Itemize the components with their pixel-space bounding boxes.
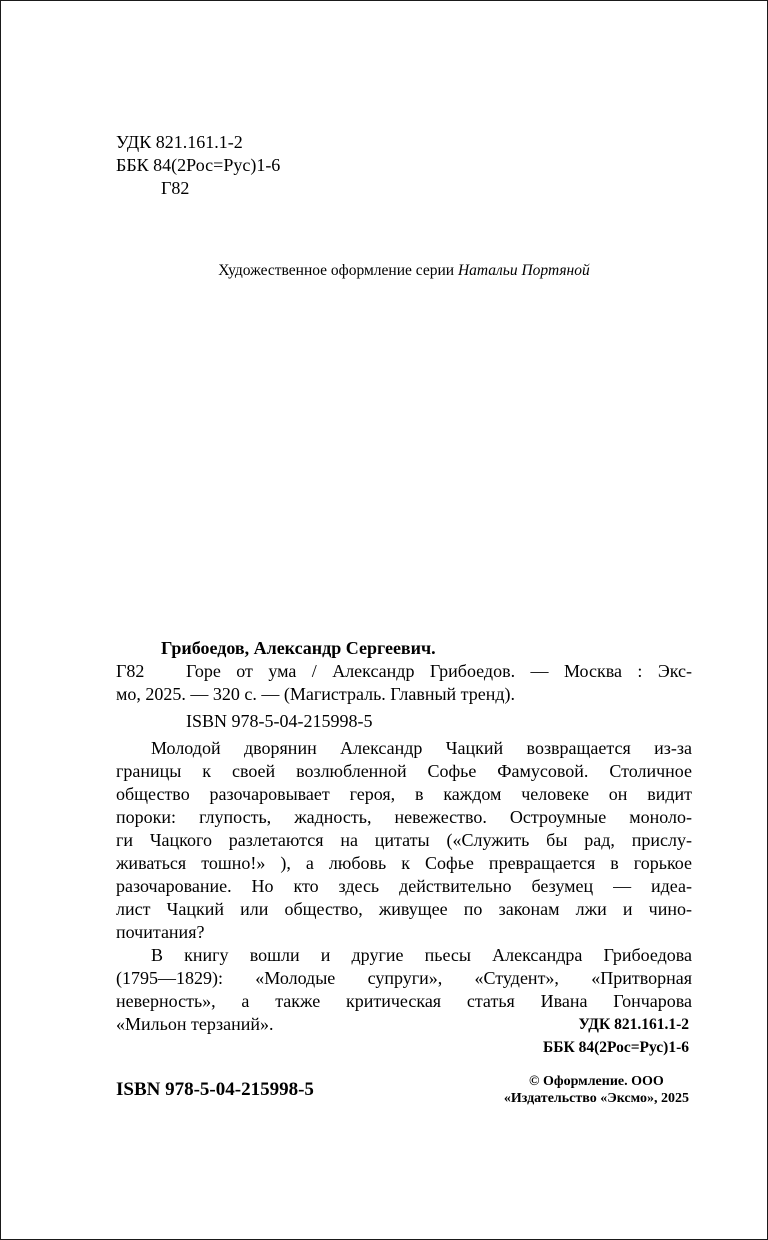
udk-code-bottom: УДК 821.161.1-2 <box>578 1016 689 1033</box>
annotation-line: (1795—1829): «Молодые супруги», «Студент», «Притворная <box>116 968 692 988</box>
catalog-card <box>116 637 692 1036</box>
series-design-credit <box>116 262 692 280</box>
annotation-line: пороки: глупость, жадность, невежество. Остроумные моноло- <box>116 807 692 827</box>
copyright-line-1: © Оформление. ООО <box>529 1074 664 1089</box>
bottom-catalog-codes <box>543 1013 689 1059</box>
top-catalog-codes <box>116 131 692 200</box>
annotation-line: В книгу вошли и другие пьесы Александра Грибоедова <box>151 945 692 965</box>
bbk-code-bottom: ББК 84(2Рос=Рус)1-6 <box>542 1039 689 1056</box>
annotation-line: «Мильон терзаний». <box>116 1014 274 1034</box>
copyright-line-2: «Издательство «Эксмо», 2025 <box>503 1091 689 1106</box>
annotation-line: общество разочаровывает героя, в каждом человеке он видит <box>116 784 692 804</box>
credit-text: Художественное оформление серии <box>218 262 455 279</box>
udk-code: УДК 821.161.1-2 <box>116 132 243 152</box>
annotation-line: почитания? <box>116 922 205 942</box>
catalog-isbn: ISBN 978-5-04-215998-5 <box>186 711 373 731</box>
annotation-line: живаться тошно!» ), а любовь к Софье превращается в горькое <box>116 853 692 873</box>
catalog-entry-line-1 <box>116 660 692 683</box>
catalog-author: Грибоедов, Александр Сергеевич. <box>161 638 436 658</box>
bbk-code: ББК 84(2Рос=Рус)1-6 <box>116 155 281 175</box>
annotation-line: ги Чацкого разлетаются на цитаты («Служить бы рад, прислу- <box>116 830 692 850</box>
copyright-notice <box>504 1073 689 1107</box>
catalog-entry-line-2: мо, 2025. — 320 с. — (Магистраль. Главный тренд). <box>116 684 516 704</box>
annotation-line: лист Чацкий или общество, живущее по законам лжи и чино- <box>116 899 692 919</box>
annotation-line: Молодой дворянин Александр Чацкий возвращается из-за <box>151 738 692 758</box>
annotation-line: разочарование. Но кто здесь действительно безумец — идеа- <box>116 876 692 896</box>
catalog-code: Г82 <box>116 661 145 681</box>
designer-name: Натальи Портяной <box>457 262 590 279</box>
author-sign-code: Г82 <box>161 178 190 198</box>
annotation-line: неверность», а также критическая статья Ивана Гончарова <box>116 991 692 1011</box>
footer-isbn: ISBN 978-5-04-215998-5 <box>116 1079 314 1100</box>
annotation-line: границы к своей возлюбленной Софье Фамусовой. Столичное <box>116 761 692 781</box>
catalog-entry-text: Горе от ума / Александр Грибоедов. — Москва : Экс- <box>186 661 692 681</box>
annotation-paragraph-1 <box>116 737 692 944</box>
